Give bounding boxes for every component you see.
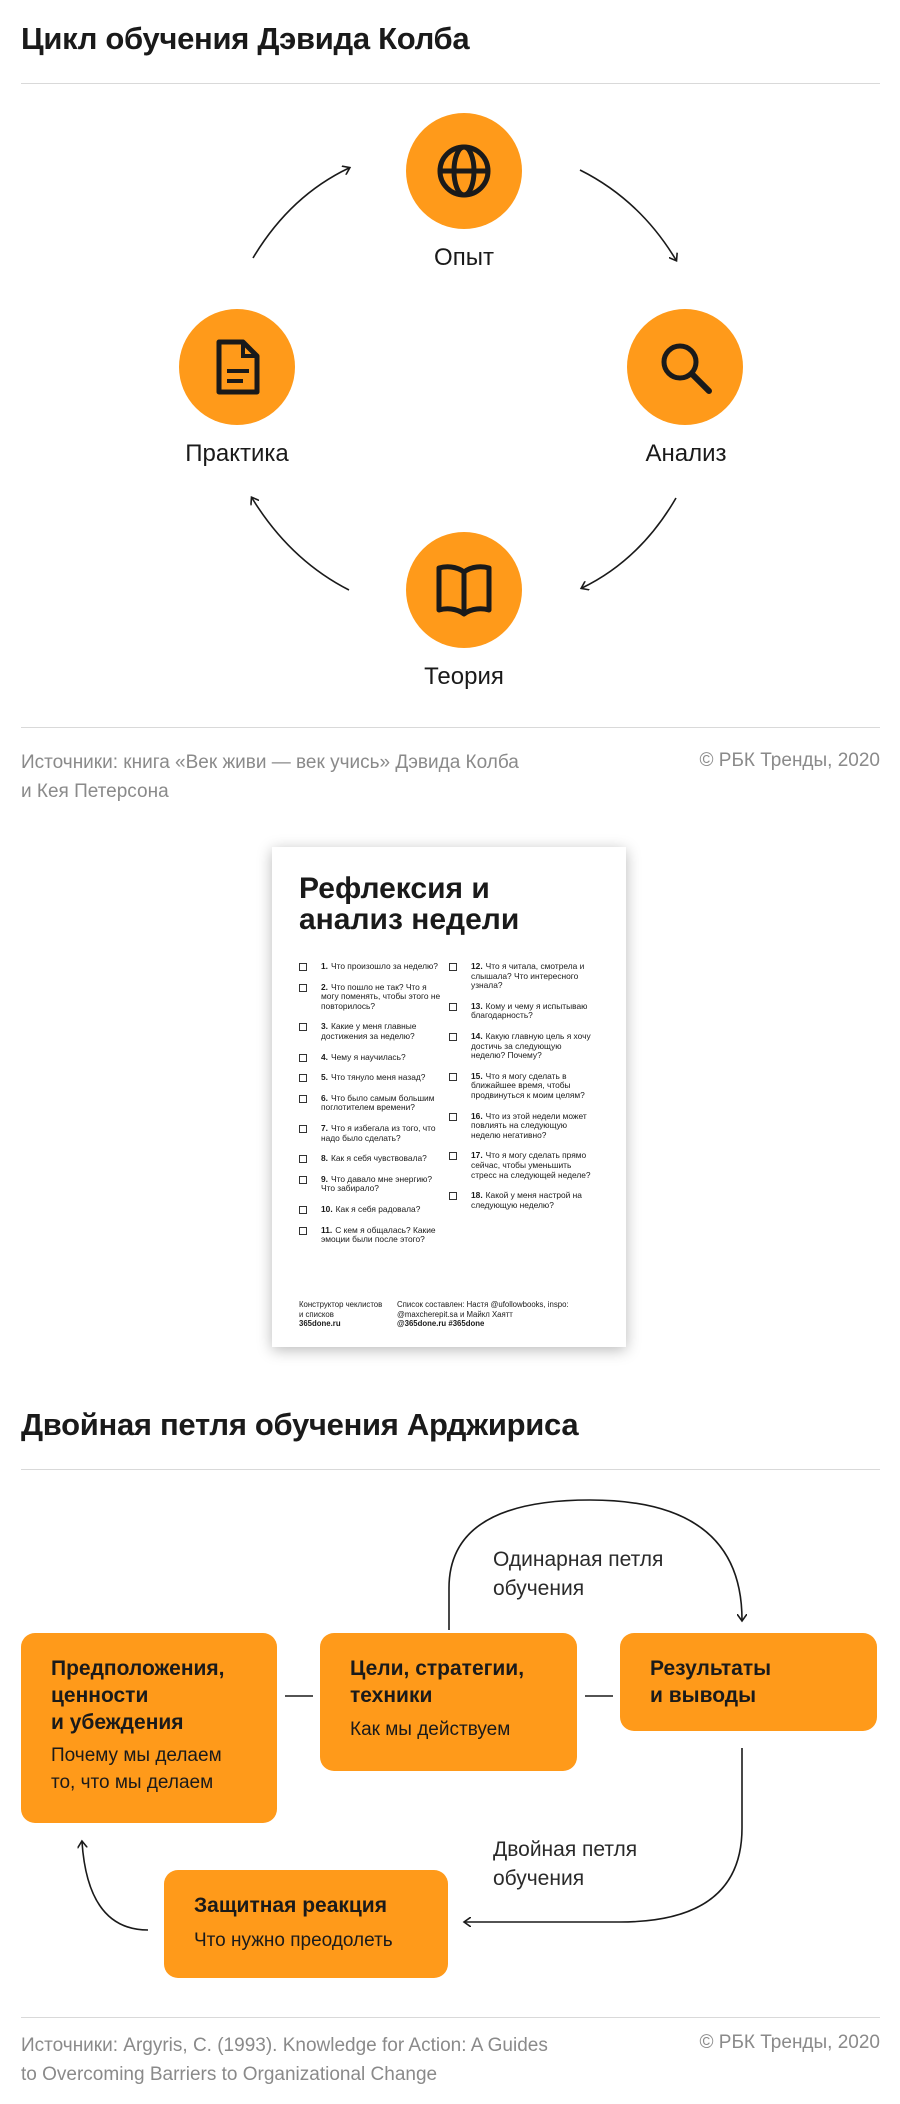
checklist-title-line2: анализ недели bbox=[299, 903, 520, 936]
checklist-item bbox=[449, 1032, 594, 1061]
box-assumptions-subtitle bbox=[51, 1742, 222, 1796]
checklist-item-text: Что я могу сделать в ближайшее время, чтобы продвинуться к моим целям? bbox=[471, 1070, 585, 1100]
checklist-item-text: Что пошло не так? Что я могу поменять, чтобы этого не повторилось? bbox=[321, 981, 441, 1011]
double-loop-label bbox=[493, 1835, 637, 1893]
checklist-item bbox=[449, 962, 594, 991]
box-assumptions-sub-line2: то, что мы делаем bbox=[51, 1772, 214, 1793]
checklist-footer-left bbox=[299, 1300, 409, 1329]
box-results bbox=[620, 1633, 877, 1731]
checklist-item-text: Как я себя чувствовала? bbox=[331, 1153, 427, 1164]
checklist-right-column bbox=[449, 962, 594, 1221]
footer-left-line3: 365done.ru bbox=[299, 1319, 341, 1328]
checklist-item-text: Какую главную цель я хочу достичь за следующую неделю? Почему? bbox=[471, 1030, 591, 1061]
arrow-theory-to-practice bbox=[252, 498, 349, 590]
checkbox-icon[interactable] bbox=[299, 1095, 307, 1103]
stage-analysis-label: Анализ bbox=[645, 440, 727, 467]
argyris-copyright: © РБК Тренды, 2020 bbox=[699, 2032, 880, 2053]
checklist-title-line1: Рефлексия и bbox=[299, 872, 490, 905]
stage-experience-label: Опыт bbox=[434, 244, 494, 271]
checklist-item bbox=[299, 1094, 444, 1113]
box-goals-title-line2: техники bbox=[350, 1684, 433, 1707]
box-results-title-line1: Результаты bbox=[650, 1657, 772, 1680]
divider bbox=[21, 2017, 880, 2018]
checkbox-icon[interactable] bbox=[299, 1023, 307, 1031]
defense-to-assumptions-arrow bbox=[82, 1842, 148, 1930]
kolb-source bbox=[21, 748, 519, 806]
checkbox-icon[interactable] bbox=[449, 1073, 457, 1081]
stage-theory-label: Теория bbox=[424, 663, 504, 690]
double-loop-label-line2: обучения bbox=[493, 1867, 585, 1890]
checklist-item-text: Что тянуло меня назад? bbox=[331, 1072, 426, 1083]
arrow-practice-to-experience bbox=[253, 168, 349, 258]
checkbox-icon[interactable] bbox=[449, 1113, 457, 1121]
box-goals-subtitle: Как мы действуем bbox=[350, 1719, 511, 1740]
box-assumptions-sub-line1: Почему мы делаем bbox=[51, 1745, 222, 1766]
checklist-item-number: 15. bbox=[471, 1070, 483, 1081]
box-defense-title: Защитная реакция bbox=[194, 1894, 387, 1917]
stage-practice-circle bbox=[179, 309, 295, 425]
checklist-item-text: С кем я общалась? Какие эмоции были после этого? bbox=[321, 1224, 436, 1245]
kolb-source-line2: и Кея Петерсона bbox=[21, 781, 169, 802]
box-assumptions-title-line3: и убеждения bbox=[51, 1711, 184, 1734]
checklist-item-text: Что я читала, смотрела и слышала? Что интересного узнала? bbox=[471, 961, 585, 991]
box-assumptions bbox=[21, 1633, 277, 1823]
reflection-checklist-sheet bbox=[272, 847, 626, 1347]
single-loop-label-line2: обучения bbox=[493, 1577, 585, 1600]
footer-right-line2: @maxcherepit.sa и Майкл Хаятт bbox=[397, 1309, 513, 1319]
checklist-item-number: 4. bbox=[321, 1051, 328, 1062]
checklist-item-number: 6. bbox=[321, 1092, 328, 1103]
checklist-item-number: 14. bbox=[471, 1030, 483, 1041]
checklist-item-number: 16. bbox=[471, 1110, 483, 1121]
stage-analysis-circle bbox=[627, 309, 743, 425]
checklist-item bbox=[449, 1112, 594, 1141]
checklist-item bbox=[299, 1226, 444, 1245]
checkbox-icon[interactable] bbox=[449, 1033, 457, 1041]
box-results-title bbox=[650, 1655, 771, 1709]
checkbox-icon[interactable] bbox=[299, 1074, 307, 1082]
footer-right-line3: @365done.ru #365done bbox=[397, 1319, 485, 1328]
box-goals-title-line1: Цели, стратегии, bbox=[350, 1657, 525, 1680]
checklist-item-text: Что было самым большим поглотителем времени? bbox=[321, 1092, 435, 1113]
checklist-item bbox=[449, 1002, 594, 1021]
checklist-item-text: Что я избегала из того, что надо было сделать? bbox=[321, 1122, 436, 1143]
box-assumptions-title-line1: Предположения, bbox=[51, 1657, 225, 1680]
checklist-item-text: Какие у меня главные достижения за неделю? bbox=[321, 1021, 417, 1041]
argyris-source-line2: to Overcoming Barriers to Organizational Change bbox=[21, 2064, 438, 2085]
checkbox-icon[interactable] bbox=[299, 984, 307, 992]
checklist-item bbox=[449, 1151, 594, 1180]
stage-practice-label: Практика bbox=[185, 440, 289, 467]
box-goals bbox=[320, 1633, 577, 1771]
checklist-item-number: 2. bbox=[321, 981, 328, 992]
divider bbox=[21, 727, 880, 728]
checklist-item bbox=[299, 1175, 444, 1194]
checklist-item bbox=[299, 1124, 444, 1143]
footer-left-line1: Конструктор чеклистов bbox=[299, 1300, 383, 1309]
checkbox-icon[interactable] bbox=[299, 1206, 307, 1214]
checklist-item bbox=[299, 1022, 444, 1041]
checklist-item-text: Что я могу сделать прямо сейчас, чтобы уменьшить стресс на следующей неделе? bbox=[471, 1150, 591, 1180]
checklist-item-number: 8. bbox=[321, 1153, 328, 1164]
checklist-item-text: Что давало мне энергию? Что забирало? bbox=[321, 1173, 433, 1194]
checklist-item-number: 12. bbox=[471, 961, 483, 971]
single-loop-label bbox=[493, 1545, 663, 1603]
checkbox-icon[interactable] bbox=[449, 1152, 457, 1160]
checklist-item-text: Чему я научилась? bbox=[331, 1051, 406, 1062]
box-assumptions-title-line2: ценности bbox=[51, 1684, 149, 1707]
checklist-item-number: 11. bbox=[321, 1224, 333, 1235]
box-defense-subtitle: Что нужно преодолеть bbox=[194, 1930, 393, 1951]
checklist-item-number: 13. bbox=[471, 1000, 483, 1011]
checklist-item bbox=[299, 1154, 444, 1164]
checkbox-icon[interactable] bbox=[299, 1176, 307, 1184]
globe-icon bbox=[434, 141, 494, 201]
arrow-experience-to-analysis bbox=[580, 170, 676, 260]
kolb-source-line1: Источники: книга «Век живи — век учись» Дэвида Колба bbox=[21, 752, 519, 773]
box-assumptions-title bbox=[51, 1655, 225, 1736]
checklist-item bbox=[299, 962, 444, 972]
checklist-item-number: 18. bbox=[471, 1190, 483, 1201]
checkbox-icon[interactable] bbox=[449, 1003, 457, 1011]
argyris-source bbox=[21, 2031, 548, 2089]
checkbox-icon[interactable] bbox=[449, 1192, 457, 1200]
stage-experience-circle bbox=[406, 113, 522, 229]
checkbox-icon[interactable] bbox=[449, 963, 457, 971]
kolb-copyright: © РБК Тренды, 2020 bbox=[699, 750, 880, 771]
box-defense bbox=[164, 1870, 448, 1978]
checklist-item bbox=[449, 1072, 594, 1101]
checklist-item-number: 1. bbox=[321, 961, 328, 971]
document-icon bbox=[207, 337, 267, 397]
stage-theory-circle bbox=[406, 532, 522, 648]
book-icon bbox=[434, 560, 494, 620]
checklist-item-text: Что произошло за неделю? bbox=[331, 961, 438, 971]
checklist-item-text: Какой у меня настрой на следующую неделю? bbox=[471, 1190, 582, 1210]
checklist-item-number: 7. bbox=[321, 1122, 328, 1133]
checkbox-icon[interactable] bbox=[299, 1054, 307, 1062]
arrow-analysis-to-theory bbox=[582, 498, 676, 588]
checklist-item bbox=[299, 1073, 444, 1083]
checkbox-icon[interactable] bbox=[299, 963, 307, 971]
search-icon bbox=[655, 337, 715, 397]
checklist-left-column bbox=[299, 962, 444, 1256]
checklist-item-number: 5. bbox=[321, 1072, 328, 1083]
double-loop-label-line1: Двойная петля bbox=[493, 1838, 638, 1861]
checkbox-icon[interactable] bbox=[299, 1227, 307, 1235]
kolb-title: Цикл обучения Дэвида Колба bbox=[21, 21, 470, 56]
single-loop-label-line1: Одинарная петля bbox=[493, 1548, 664, 1571]
footer-left-line2: и списков bbox=[299, 1309, 334, 1319]
checklist-item bbox=[299, 1205, 444, 1215]
checklist-item-number: 9. bbox=[321, 1173, 328, 1184]
checklist-item-text: Кому и чему я испытываю благодарность? bbox=[471, 1000, 588, 1021]
argyris-title: Двойная петля обучения Арджириса bbox=[21, 1407, 579, 1442]
checklist-item-text: Как я себя радовала? bbox=[335, 1203, 421, 1214]
checkbox-icon[interactable] bbox=[299, 1155, 307, 1163]
argyris-source-line1: Источники: Argyris, C. (1993). Knowledge for Action: A Guides bbox=[21, 2035, 548, 2056]
checklist-item-number: 17. bbox=[471, 1150, 483, 1161]
checklist-title bbox=[299, 873, 599, 935]
checklist-item-text: Что из этой недели может повлиять на следующую неделю негативно? bbox=[471, 1110, 587, 1140]
checklist-item bbox=[449, 1191, 594, 1210]
box-goals-title bbox=[350, 1655, 524, 1709]
box-results-title-line2: и выводы bbox=[650, 1684, 757, 1707]
checklist-item-number: 10. bbox=[321, 1203, 333, 1214]
checklist-item bbox=[299, 983, 444, 1012]
checkbox-icon[interactable] bbox=[299, 1125, 307, 1133]
checklist-item bbox=[299, 1053, 444, 1063]
checklist-footer-right bbox=[397, 1300, 607, 1329]
checklist-item-number: 3. bbox=[321, 1021, 328, 1032]
footer-right-line1: Список составлен: Настя @ufollowbooks, inspo: bbox=[397, 1300, 569, 1309]
